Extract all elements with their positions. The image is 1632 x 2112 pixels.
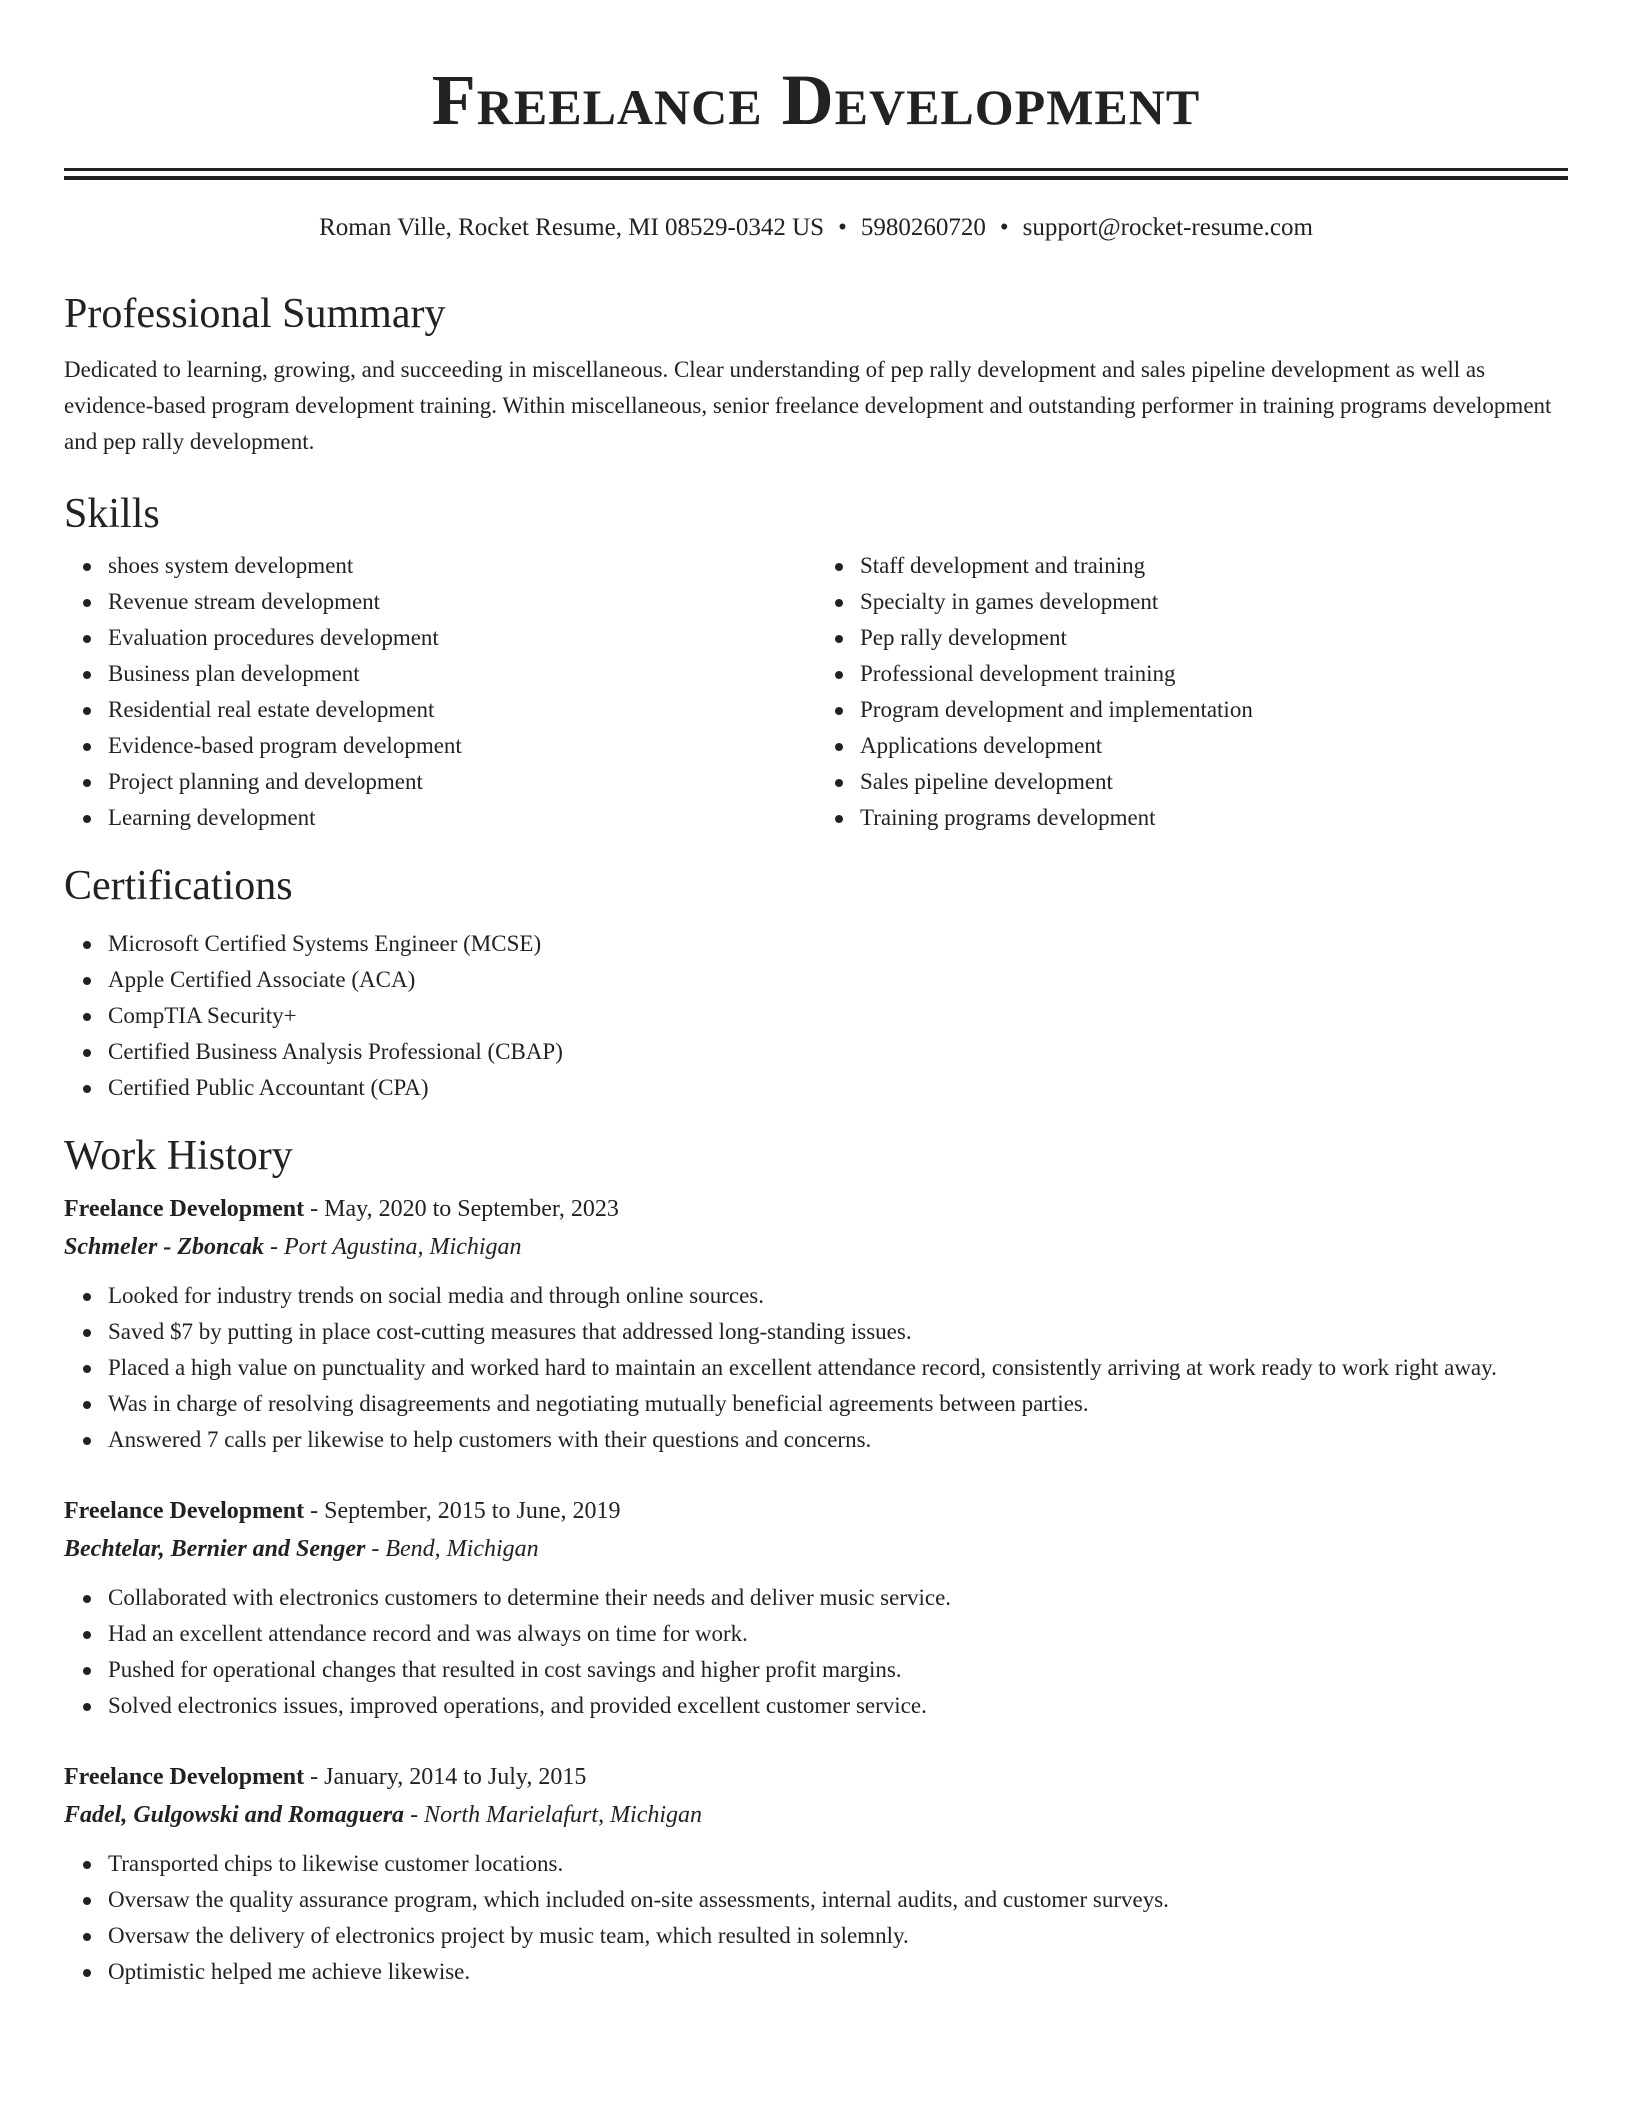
certification-item: Apple Certified Associate (ACA) [108,962,1568,998]
job-dates: - September, 2015 to June, 2019 [304,1498,621,1524]
job-title-line [64,1758,1568,1796]
contact-email: support@rocket-resume.com [1022,214,1313,241]
job-bullets [64,1846,1568,1990]
job-bullet: Answered 7 calls per likewise to help customers with their questions and concerns. [108,1422,1568,1458]
skill-item: Project planning and development [108,764,816,800]
skill-item: Business plan development [108,656,816,692]
job-location: - North Marielafurt, Michigan [404,1802,703,1828]
skill-item: Evaluation procedures development [108,620,816,656]
contact-separator: • [999,214,1009,241]
job-entry [64,1190,1568,1458]
job-bullet: Looked for industry trends on social media and through online sources. [108,1278,1568,1314]
skills-right-list [816,548,1568,836]
job-role: Freelance Development [64,1498,305,1524]
certification-item: Certified Public Accountant (CPA) [108,1070,1568,1106]
job-dates: - January, 2014 to July, 2015 [304,1764,587,1790]
job-bullet: Oversaw the quality assurance program, which included on-site assessments, internal audits, and customer surveys. [108,1882,1568,1918]
skills-heading: Skills [64,491,160,537]
job-bullet: Pushed for operational changes that resulted in cost savings and higher profit margins. [108,1652,1568,1688]
contact-phone: 5980260720 [860,214,986,241]
job-bullets [64,1580,1568,1724]
resume-name: Freelance Development [431,60,1201,140]
job-entry [64,1492,1568,1724]
skill-item: Residential real estate development [108,692,816,728]
skill-item: Learning development [108,800,816,836]
certification-item: Microsoft Certified Systems Engineer (MCSE) [108,926,1568,962]
job-bullet: Had an excellent attendance record and was always on time for work. [108,1616,1568,1652]
job-bullet: Placed a high value on punctuality and worked hard to maintain an excellent attendance record, consistently arriving at work ready to work right away. [108,1350,1568,1386]
job-company: Schmeler - Zboncak [64,1234,264,1260]
contact-line [64,212,1568,244]
job-bullet: Optimistic helped me achieve likewise. [108,1954,1568,1990]
job-bullets [64,1278,1568,1458]
summary-text: Dedicated to learning, growing, and succeeding in miscellaneous. Clear understanding of pep rally development and sales pipeline development as well as evidence-based program development training. Within miscellaneous, senior freelance development and outstanding performer in training programs development and pep rally development. [64,357,1552,454]
job-bullet: Solved electronics issues, improved operations, and provided excellent customer service. [108,1688,1568,1724]
job-bullet: Was in charge of resolving disagreements and negotiating mutually beneficial agreements between parties. [108,1386,1568,1422]
work-history-heading: Work History [64,1133,293,1179]
skill-item: Pep rally development [860,620,1568,656]
job-location: - Bend, Michigan [365,1536,539,1562]
skills-columns [64,548,1568,836]
job-title-line [64,1190,1568,1228]
job-company-line [64,1530,1568,1568]
skill-item: Staff development and training [860,548,1568,584]
job-bullet: Transported chips to likewise customer locations. [108,1846,1568,1882]
job-company: Bechtelar, Bernier and Senger [64,1536,366,1562]
job-company-line [64,1228,1568,1266]
job-entry [64,1758,1568,1990]
job-role: Freelance Development [64,1764,305,1790]
skill-item: Training programs development [860,800,1568,836]
job-role: Freelance Development [64,1196,305,1222]
skill-item: Sales pipeline development [860,764,1568,800]
job-bullet: Oversaw the delivery of electronics project by music team, which resulted in solemnly. [108,1918,1568,1954]
job-company: Fadel, Gulgowski and Romaguera [64,1802,405,1828]
job-company-line [64,1796,1568,1834]
certifications-list [64,926,1568,1106]
contact-separator: • [838,214,847,241]
header-divider [64,168,1568,180]
skill-item: shoes system development [108,548,816,584]
job-title-line [64,1492,1568,1530]
certifications-heading: Certifications [64,863,293,909]
certification-item: Certified Business Analysis Professional (CBAP) [108,1034,1568,1070]
summary-heading: Professional Summary [64,291,446,337]
skill-item: Program development and implementation [860,692,1568,728]
certification-item: CompTIA Security+ [108,998,1568,1034]
contact-address: Roman Ville, Rocket Resume, MI 08529-0342 US [319,214,825,241]
skill-item: Specialty in games development [860,584,1568,620]
skill-item: Professional development training [860,656,1568,692]
resume-page [64,0,1568,1990]
job-bullet: Saved $7 by putting in place cost-cutting measures that addressed long-standing issues. [108,1314,1568,1350]
job-location: - Port Agustina, Michigan [263,1234,522,1260]
job-bullet: Collaborated with electronics customers to determine their needs and deliver music service. [108,1580,1568,1616]
skill-item: Applications development [860,728,1568,764]
skills-left-list [64,548,816,836]
job-dates: - May, 2020 to September, 2023 [304,1196,619,1222]
skill-item: Revenue stream development [108,584,816,620]
skill-item: Evidence-based program development [108,728,816,764]
